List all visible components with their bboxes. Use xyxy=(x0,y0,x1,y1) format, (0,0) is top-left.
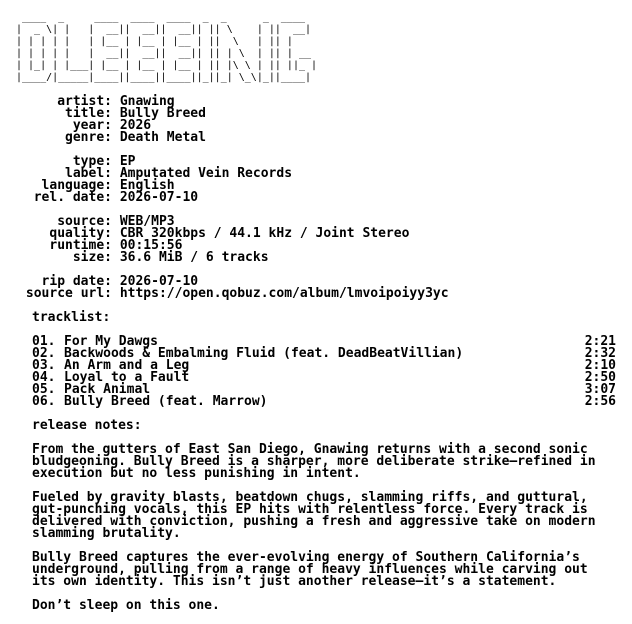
info-key: type: xyxy=(72,154,112,169)
info-value: 2026 xyxy=(119,118,152,133)
track-duration: 2:32 xyxy=(584,346,616,361)
track-title: For My Dawgs xyxy=(64,334,158,349)
info-key: source url: xyxy=(25,286,112,301)
track-title: Backwoods & Embalming Fluid (feat. DeadBeatVillian) xyxy=(64,346,464,361)
ascii-banner: ____ _ ____ ____ ____ _ _ _ ____ | _ \| | | __|| __|| __|| || \ | || __| | | | | | | |__ | |__ | |__ | || \ | || | | | | | | | __|| __|| __|| || | \ | || | __ | |_| | |___| |__ | |__ | |__ | || |\ \ | || ||_ | |____/|_____|____||____||____||_||_| \_\|_||____| xyxy=(16,12,318,83)
release-notes-paragraph: From the gutters of East San Diego, Gnawing returns with a second sonic bludgeoning. Bully Breed is a sharper, more deliberate strike—refined in execution but no less punishing in intent. xyxy=(32,442,596,481)
info-value: 2026-07-10 xyxy=(119,274,199,289)
info-value: Amputated Vein Records xyxy=(119,166,293,181)
info-group-rip xyxy=(16,276,616,300)
track-number: 01. xyxy=(32,334,56,349)
track-number: 03. xyxy=(32,358,56,373)
info-group-release xyxy=(16,96,616,144)
info-key: label: xyxy=(65,166,112,181)
info-key: rip date: xyxy=(41,274,112,289)
nfo-document xyxy=(16,0,616,624)
info-key: genre: xyxy=(65,130,112,145)
info-value: 36.6 MiB / 6 tracks xyxy=(119,250,269,265)
tracklist-heading: tracklist: xyxy=(32,310,111,325)
info-key: title: xyxy=(65,106,112,121)
info-value: Death Metal xyxy=(119,130,206,145)
track-number: 04. xyxy=(32,370,56,385)
track-duration: 2:21 xyxy=(584,334,616,349)
track-row xyxy=(16,396,616,408)
info-key: artist: xyxy=(57,94,112,109)
track-title: Loyal to a Fault xyxy=(64,370,190,385)
release-notes-closing: Don’t sleep on this one. xyxy=(32,598,220,613)
source-url-value: https://open.qobuz.com/album/lmvoipoiyy3yc xyxy=(119,286,449,301)
track-duration: 2:56 xyxy=(584,394,616,409)
info-row-genre xyxy=(16,132,616,144)
info-row-source-url xyxy=(16,288,616,300)
info-key: rel. date: xyxy=(33,190,112,205)
release-notes-paragraph: Bully Breed captures the ever-evolving energy of Southern California’s underground, pulling from a range of heavy influences while carving out its own identity. This isn’t just another release—it’s a statement. xyxy=(32,550,588,589)
info-value: 2026-07-10 xyxy=(119,190,199,205)
info-value: 00:15:56 xyxy=(119,238,183,253)
track-duration: 2:50 xyxy=(584,370,616,385)
track-number: 05. xyxy=(32,382,56,397)
info-key: quality: xyxy=(49,226,112,241)
track-number: 02. xyxy=(32,346,56,361)
info-row-size xyxy=(16,252,616,264)
info-value: WEB/MP3 xyxy=(119,214,175,229)
info-key: size: xyxy=(72,250,112,265)
release-notes-paragraph: Fueled by gravity blasts, beatdown chugs, slamming riffs, and guttural, gut-punching vocals, this EP hits with relentless force. Every track is delivered with conviction, pushing a fresh and aggressive take on modern slamming brutality. xyxy=(32,490,596,541)
info-value: Bully Breed xyxy=(119,106,206,121)
info-key: runtime: xyxy=(49,238,112,253)
info-value: English xyxy=(119,178,175,193)
info-row-rel-date xyxy=(16,192,616,204)
info-group-source xyxy=(16,216,616,264)
info-key: language: xyxy=(41,178,112,193)
info-value: EP xyxy=(119,154,136,169)
tracklist xyxy=(16,336,616,408)
info-group-label xyxy=(16,156,616,204)
track-duration: 3:07 xyxy=(584,382,616,397)
track-title: Pack Animal xyxy=(64,382,151,397)
info-key: source: xyxy=(57,214,112,229)
info-value: CBR 320kbps / 44.1 kHz / Joint Stereo xyxy=(119,226,410,241)
info-key: year: xyxy=(72,118,112,133)
track-title: Bully Breed (feat. Marrow) xyxy=(64,394,268,409)
track-duration: 2:10 xyxy=(584,358,616,373)
track-number: 06. xyxy=(32,394,56,409)
info-value: Gnawing xyxy=(119,94,175,109)
track-title: An Arm and a Leg xyxy=(64,358,190,373)
release-notes-heading: release notes: xyxy=(32,418,142,433)
